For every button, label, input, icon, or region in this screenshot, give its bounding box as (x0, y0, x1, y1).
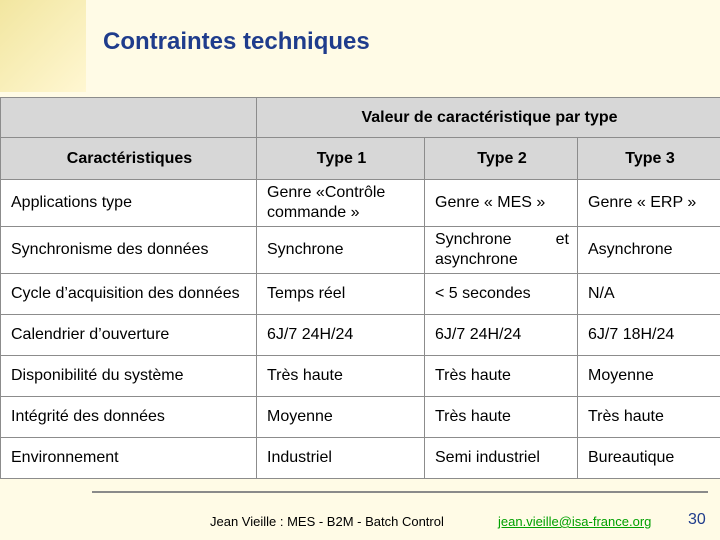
table-group-header-row (1, 98, 720, 138)
slide-title: Contraintes techniques (103, 28, 370, 55)
table-cell: Bureautique (578, 438, 720, 479)
table-cell: Très haute (257, 356, 425, 397)
table-cell: 6J/7 24H/24 (425, 315, 578, 356)
table-cell: Moyenne (257, 397, 425, 438)
table-cell: N/A (578, 274, 720, 315)
table-cell: Semi industriel (425, 438, 578, 479)
table-cell: Environnement (1, 438, 257, 479)
table-cell: Très haute (425, 397, 578, 438)
group-header: Valeur de caractéristique par type (257, 98, 720, 138)
table-row (1, 227, 720, 274)
table-cell: Genre «Contrôle commande » (257, 180, 425, 227)
table-cell: Disponibilité du système (1, 356, 257, 397)
column-header: Type 3 (578, 138, 720, 180)
table-row (1, 315, 720, 356)
footer-email-link[interactable]: jean.vieille@isa-france.org (498, 514, 652, 529)
table-cell: Synchrone (257, 227, 425, 274)
table-row (1, 274, 720, 315)
table-header-row (1, 138, 720, 180)
table-cell: Genre « ERP » (578, 180, 720, 227)
table-cell: Temps réel (257, 274, 425, 315)
table-cell: 6J/7 24H/24 (257, 315, 425, 356)
page-number: 30 (688, 511, 706, 528)
table-cell: Applications type (1, 180, 257, 227)
column-header: Type 2 (425, 138, 578, 180)
table-cell: Synchronisme des données (1, 227, 257, 274)
table-row (1, 397, 720, 438)
table-cell: Moyenne (578, 356, 720, 397)
table-cell: < 5 secondes (425, 274, 578, 315)
table-cell: Asynchrone (578, 227, 720, 274)
footer-divider (92, 491, 708, 493)
table-cell: 6J/7 18H/24 (578, 315, 720, 356)
column-header: Type 1 (257, 138, 425, 180)
table-cell: Cycle d’acquisition des données (1, 274, 257, 315)
column-header: Caractéristiques (1, 138, 257, 180)
table-row (1, 180, 720, 227)
corner-decoration (0, 0, 86, 92)
table-cell: Très haute (425, 356, 578, 397)
table-cell: Calendrier d’ouverture (1, 315, 257, 356)
table-cell: Intégrité des données (1, 397, 257, 438)
table-cell: Genre « MES » (425, 180, 578, 227)
table-cell: Industriel (257, 438, 425, 479)
table-cell: Très haute (578, 397, 720, 438)
table-row (1, 438, 720, 479)
footer-text: Jean Vieille : MES - B2M - Batch Control (210, 514, 444, 529)
characteristics-table (0, 97, 720, 479)
header-empty-cell (1, 98, 257, 138)
table-cell: Synchrone et asynchrone (425, 227, 578, 274)
table-row (1, 356, 720, 397)
